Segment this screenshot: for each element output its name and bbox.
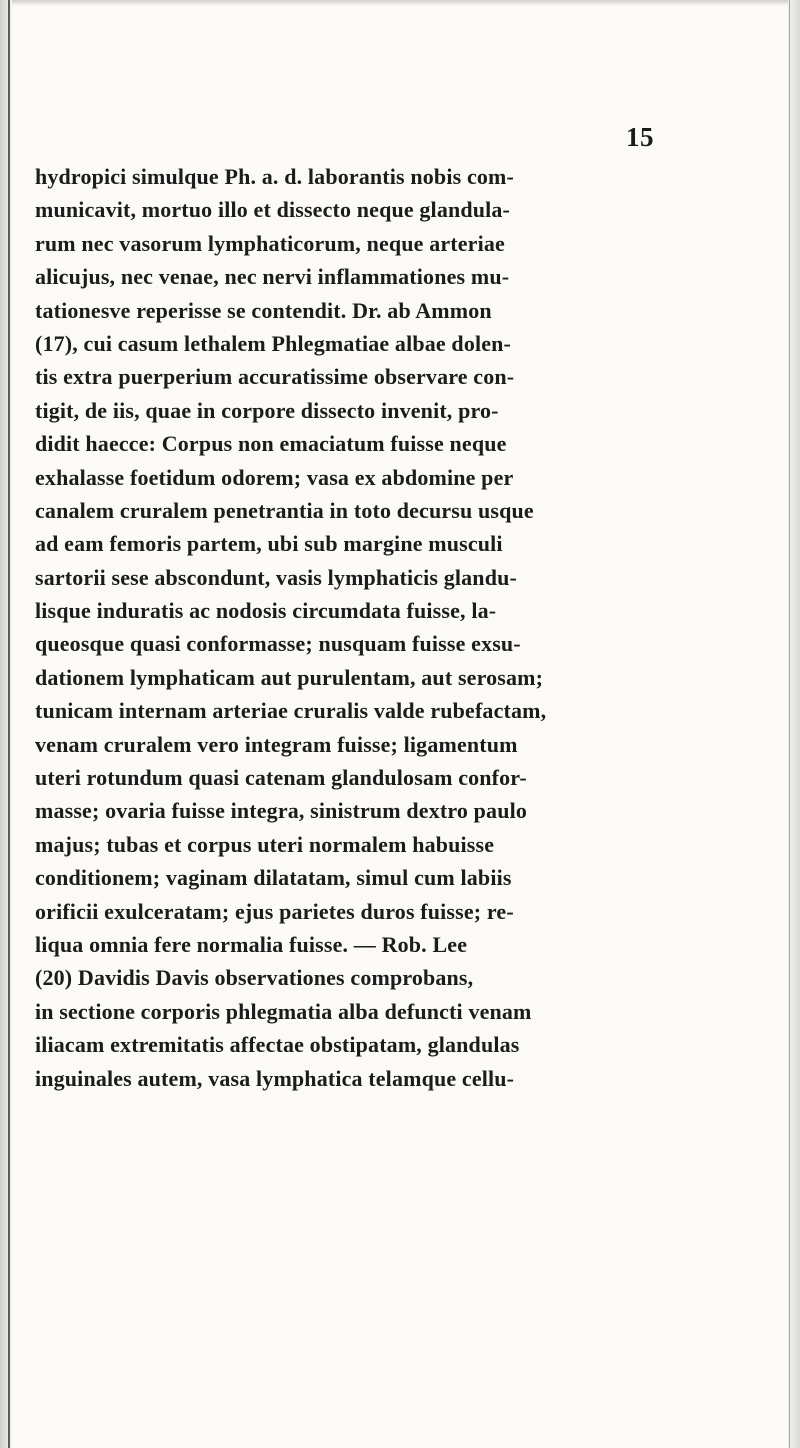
text-line: dationem lymphaticam aut purulentam, aut serosam; [35,664,544,690]
text-line: venam cruralem vero integram fuisse; ligamentum [35,731,518,757]
text-line: hydropici simulque Ph. a. d. laborantis nobis com- [35,164,514,189]
page-number: 15 [626,122,654,152]
text-line: (17), cui casum lethalem Phlegmatiae albae dolen- [35,330,512,356]
text-line: conditionem; vaginam dilatatam, simul cum labiis [35,865,512,891]
text-line: rum nec vasorum lymphaticorum, neque arteriae [35,230,505,256]
text-line: exhalasse foetidum odorem; vasa ex abdomine per [35,464,514,490]
text-line: masse; ovaria fuisse integra, sinistrum dextro paulo [35,798,527,824]
body-text [35,160,765,1095]
text-line: iliacam extremitatis affectae obstipatam, glandulas [35,1032,520,1058]
text-line: orificii exulceratam; ejus parietes duros fuisse; re- [35,898,514,924]
text-line: tunicam internam arteriae cruralis valde rubefactam, [35,698,547,724]
text-line: tationesve reperisse se contendit. Dr. ab Ammon [35,297,492,323]
text-line: lisque induratis ac nodosis circumdata fuisse, la- [35,598,497,624]
text-line: tis extra puerperium accuratissime observare con- [35,364,515,390]
text-line: inguinales autem, vasa lymphatica telamque cellu- [35,1065,515,1091]
text-line: canalem cruralem penetrantia in toto decursu usque [35,497,534,523]
text-line: majus; tubas et corpus uteri normalem habuisse [35,831,495,857]
binding-gutter-line [8,0,10,1448]
page-left-edge [0,0,12,1448]
text-line: liqua omnia fere normalia fuisse. — Rob. Lee [35,931,468,957]
page-top-shadow [0,0,800,6]
text-line: (20) Davidis Davis observationes comprobans, [35,965,474,991]
text-line: tigit, de iis, quae in corpore dissecto invenit, pro- [35,397,499,423]
text-line: uteri rotundum quasi catenam glandulosam confor- [35,765,527,791]
text-line: in sectione corporis phlegmatia alba defuncti venam [35,998,532,1024]
page-right-border-line [789,0,790,1448]
text-line: ad eam femoris partem, ubi sub margine musculi [35,531,503,557]
text-line: queosque quasi conformasse; nusquam fuisse exsu- [35,631,521,657]
text-line: didit haecce: Corpus non emaciatum fuisse neque [35,431,507,457]
text-line: alicujus, nec venae, nec nervi inflammationes mu- [35,264,510,290]
text-line: municavit, mortuo illo et dissecto neque glandula- [35,197,511,223]
text-line: sartorii sese abscondunt, vasis lymphaticis glandu- [35,564,517,590]
